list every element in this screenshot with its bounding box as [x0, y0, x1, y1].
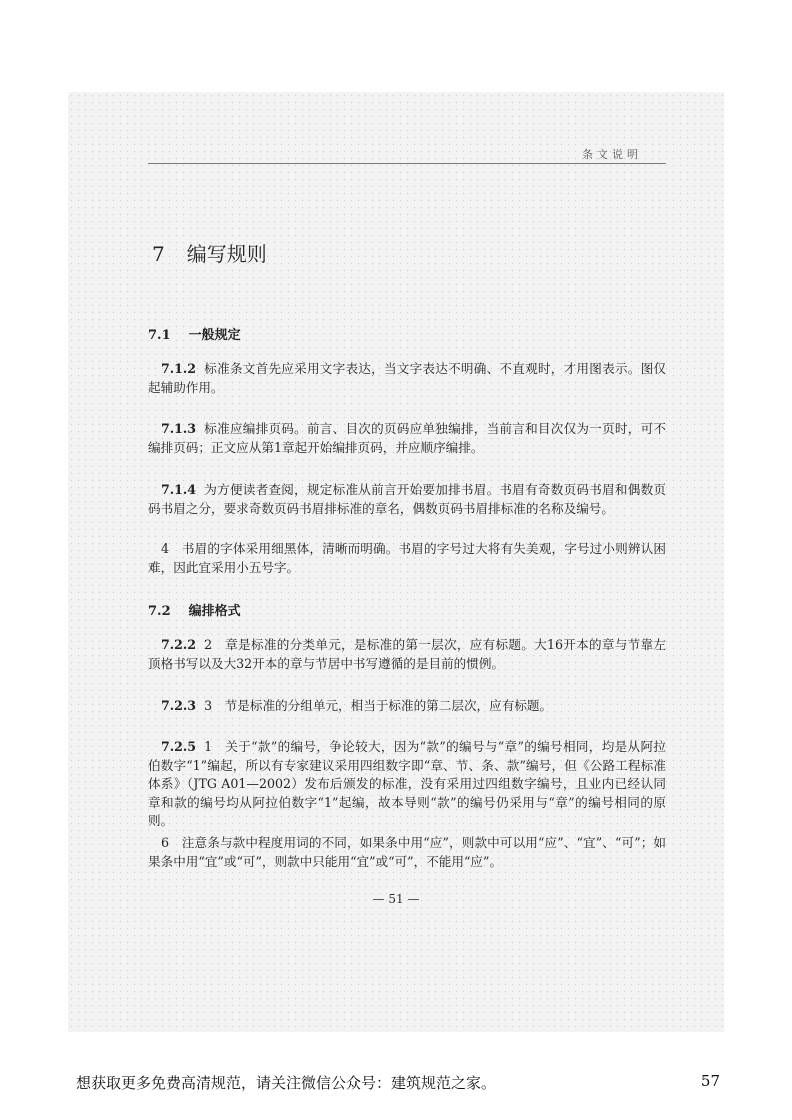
- clause-7-1-4: [148, 481, 666, 518]
- clause-number: 7.2.3: [161, 698, 197, 713]
- clause-text: 4 书眉的字体采用细黑体，清晰而明确。书眉的字号过大将有失美观，字号过小则辨认困难，因此宜采用小五号字。: [148, 541, 666, 575]
- clause-number: 7.1.3: [161, 421, 197, 436]
- clause-text: 6 注意条与款中程度用词的不同，如果条中用“应”，则款中可以用“应”、“宜”、“可”；如果条中用“宜”或“可”，则款中只能用“宜”或“可”，不能用“应”。: [148, 835, 666, 869]
- header-rule: [148, 163, 666, 164]
- clause-text: 3 节是标准的分组单元，相当于标准的第二层次，应有标题。: [204, 698, 553, 713]
- clause-7-1-3: [148, 420, 666, 457]
- clause-text: 1 关于“款”的编号，争论较大，因为“款”的编号与“章”的编号相同，均是从阿拉伯数字“1”编起，所以有专家建议采用四组数字即“章、节、条、款”编号，但《公路工程标准体系》（JTG A01—2002）发布后颁发的标准，没有采用过四组数字编号，且业内已经认同章和款的编号均从阿拉伯数字“1”起编，故本导则“款”的编号仍采用与“章”的编号相同的原则。: [148, 739, 666, 828]
- section-number: 7.2: [148, 604, 171, 619]
- clause-7-1-4-item-4: [148, 540, 666, 577]
- chapter-title-text: 编写规则: [186, 242, 267, 266]
- clause-text: 2 章是标准的分类单元，是标准的第一层次，应有标题。大16开本的章与节靠左顶格书写以及大32开本的章与节居中书写遵循的是目前的惯例。: [148, 637, 666, 671]
- page-number: — 51 —: [372, 892, 420, 906]
- chapter-number: 7: [152, 242, 165, 266]
- clause-number: 7.2.5: [161, 739, 197, 754]
- running-head: 条文说明: [582, 148, 642, 161]
- footer-page-number: 57: [700, 1072, 720, 1090]
- clause-text: 标准条文首先应采用文字表达，当文字表达不明确、不直观时，才用图表示。图仅起辅助作用。: [148, 361, 666, 395]
- footer-note: 想获取更多免费高清规范，请关注微信公众号：建筑规范之家。: [76, 1074, 497, 1092]
- section-title-text: 一般规定: [188, 328, 241, 343]
- clause-7-2-3: [148, 697, 666, 716]
- clause-number: 7.1.4: [161, 482, 197, 497]
- section-number: 7.1: [148, 328, 171, 343]
- section-title-7-2: [148, 600, 241, 619]
- section-title-text: 编排格式: [188, 604, 241, 619]
- clause-7-2-5-item-6: [148, 834, 666, 871]
- chapter-title: [152, 238, 267, 267]
- clause-number: 7.1.2: [161, 361, 197, 376]
- section-title-7-1: [148, 324, 241, 343]
- clause-7-1-2: [148, 360, 666, 397]
- clause-number: 7.2.2: [161, 637, 197, 652]
- clause-text: 为方便读者查阅，规定标准从前言开始要加排书眉。书眉有奇数页码书眉和偶数页码书眉之分，要求奇数页码书眉排标准的章名，偶数页码书眉排标准的名称及编号。: [148, 482, 666, 516]
- clause-7-2-5: [148, 738, 666, 831]
- clause-text: 标准应编排页码。前言、目次的页码应单独编排，当前言和目次仅为一页时，可不编排页码；正文应从第1章起开始编排页码，并应顺序编排。: [148, 421, 666, 455]
- clause-7-2-2: [148, 636, 666, 673]
